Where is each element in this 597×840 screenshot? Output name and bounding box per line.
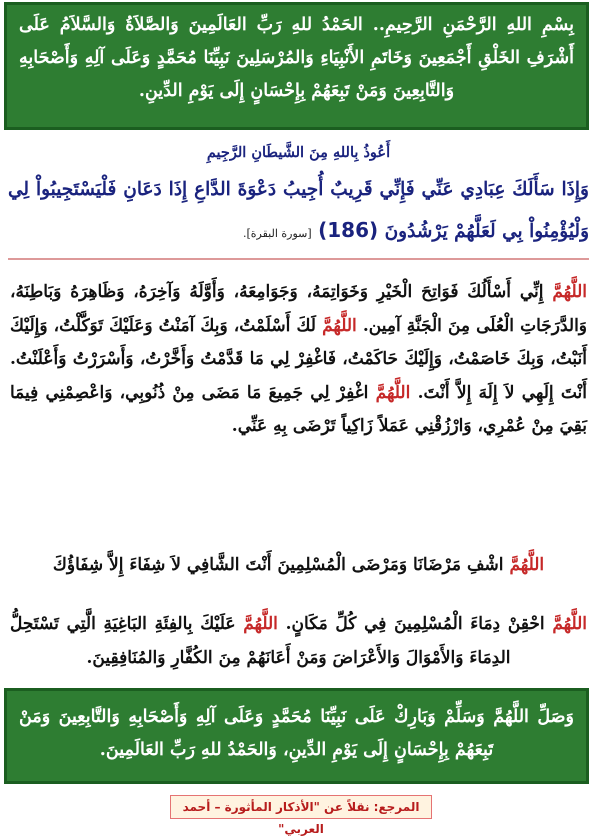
- divider: [8, 258, 589, 260]
- dua1-part3: اغْفِرْ لِي جَمِيعَ مَا مَضَى مِنْ ذُنُوبِي، وَاعْصِمْنِي فِيمَا بَقِيَ مِنْ عُمْرِي، وَارْزُقْنِي عَمَلاً زَاكِياً تَرْضَى بِهِ عَنِّي.: [10, 382, 587, 436]
- allahumma-2: اللَّهُمَّ: [322, 315, 357, 336]
- opening-text: بِسْمِ اللهِ الرَّحْمَنِ الرَّحِيمِ.. الحَمْدُ للهِ رَبِّ العَالَمِينَ وَالصَّلاَةُ وَالسَّلاَمُ عَلَى أَشْرَفِ الخَلْقِ أَجْمَعِينَ وَخَاتَمِ الأَنْبِيَاءِ وَالمُرْسَلِينَ نَبِيِّنَا مُحَمَّدٍ وَعَلَى آلِهِ وَأَصْحَابِهِ وَالتَّابِعِينَ وَمَنْ تَبِعَهُمْ بِإِحْسَانٍ إِلَى يَوْمِ الدِّينِ.: [19, 15, 574, 101]
- dua2-text: اشْفِ مَرْضَانَا وَمَرْضَى الْمُسْلِمِينَ أَنْتَ الشَّافِي لاَ شِفَاءَ إِلاَّ شِفَاؤُكَ: [52, 555, 504, 575]
- allahumma-4: اللَّهُمَّ: [509, 555, 545, 575]
- allahumma-5: اللَّهُمَّ: [552, 614, 588, 634]
- closing-text: وَصَلِّ اللَّهُمَّ وَسَلِّمْ وَبَارِكْ عَلَى نَبِيِّنَا مُحَمَّدٍ وَعَلَى آلِهِ وَأَصْحَابِهِ وَالتَّابِعِينَ وَمَنْ تَبِعَهُمْ بِإِحْسَانٍ إِلَى يَوْمِ الدِّينِ، وَالحَمْدُ للهِ رَبِّ العَالَمِينَ.: [19, 707, 574, 760]
- verse-number: (186): [318, 218, 379, 242]
- surah-reference: [سورة البقرة].: [242, 227, 312, 240]
- dua-paragraph-3: [10, 608, 587, 675]
- dua1-part2: لَكَ أَسْلَمْتُ، وَبِكَ آمَنْتُ وَعَلَيْكَ تَوَكَّلْتُ، وَإِلَيْكَ أَنَبْتُ، وَبِكَ خَاصَمْتُ، وَإِلَيْكَ حَاكَمْتُ، فَاغْفِرْ لِي مَا قَدَّمْتُ وَأَخَّرْتُ، وَأَسْرَرْتُ وَأَعْلَنْتُ. أَنْتَ إِلَهِي لاَ إِلَهَ إِلاَّ أَنْتَ.: [10, 315, 588, 403]
- allahumma-1: اللَّهُمَّ: [552, 282, 587, 302]
- quran-verse: [8, 170, 589, 254]
- source-reference: المرجع: نقلاً عن "الأذكار المأثورة – أحمد العربي": [170, 795, 432, 819]
- closing-banner: [4, 688, 589, 784]
- dua-paragraph-2: [10, 549, 587, 583]
- dua-paragraph-1: [10, 276, 587, 444]
- dua3-part2: عَلَيْكَ بِالفِئَةِ البَاغِيَةِ الَّتِي تَسْتَحِلُّ الدِمَاءَ وَالأَمْوَالَ وَالأَعْرَاضَ وَمَنْ أَعَانَهُمْ مِنَ الكُفَّارِ وَالمُنَافِقِينَ.: [10, 614, 511, 668]
- verse-text: وَإِذَا سَأَلَكَ عِبَادِي عَنِّي فَإِنِّي قَرِيبٌ أُجِيبُ دَعْوَةَ الدَّاعِ إِذَا دَعَانِ فَلْيَسْتَجِيبُواْ لِي وَلْيُؤْمِنُواْ بِي لَعَلَّهُمْ يَرْشُدُونَ: [8, 179, 589, 242]
- dua1-part1: إِنِّي أَسْأَلُكَ فَوَاتِحَ الْخَيْرِ وَخَوَاتِمَهُ، وَجَوَامِعَهُ، وَأَوَّلَهُ وَآخِرَهُ، وَظَاهِرَهُ وَبَاطِنَهُ، وَالدَّرَجَاتِ الْعُلَى مِنَ الْجَنَّةِ آمِين.: [10, 282, 588, 336]
- istiadha: أَعُوذُ بِاللهِ مِنَ الشَّيطَانِ الرَّجِيمِ: [206, 144, 391, 161]
- allahumma-3: اللَّهُمَّ: [375, 382, 411, 403]
- allahumma-6: اللَّهُمَّ: [243, 614, 278, 634]
- opening-banner: [4, 2, 589, 130]
- dua3-part1: احْقِنْ دِمَاءَ الْمُسْلِمِينَ فِي كُلِّ مَكَانٍ.: [285, 614, 545, 634]
